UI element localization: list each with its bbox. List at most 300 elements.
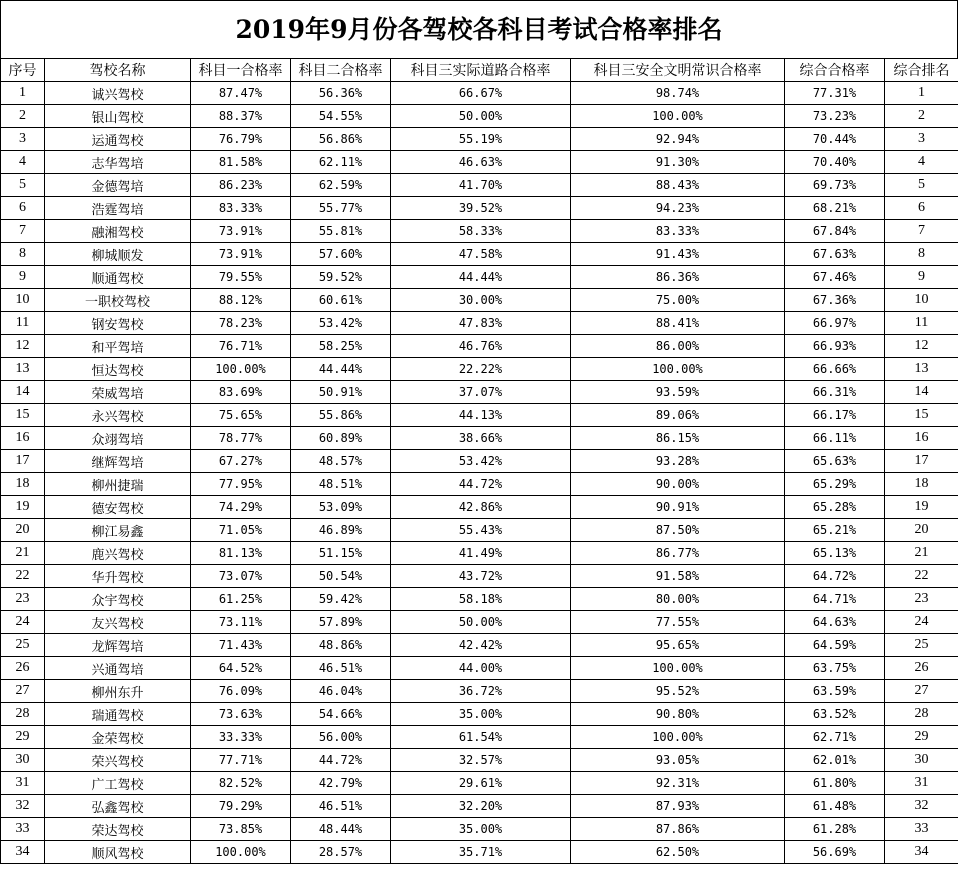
table-row [1, 542, 958, 565]
cell-school-name[interactable]: 钢安驾校 [45, 312, 191, 335]
cell-subject1-rate[interactable]: 88.37% [191, 105, 291, 128]
cell-subject1-rate[interactable]: 79.55% [191, 266, 291, 289]
cell-subject3-road-rate[interactable]: 46.76% [391, 335, 571, 358]
cell-subject3-safety-rate[interactable]: 95.65% [571, 634, 785, 657]
cell-index[interactable]: 3 [1, 128, 45, 151]
cell-index[interactable]: 28 [1, 703, 45, 726]
cell-subject2-rate[interactable]: 60.61% [291, 289, 391, 312]
cell-index[interactable]: 10 [1, 289, 45, 312]
cell-overall-rank[interactable]: 27 [885, 680, 958, 703]
cell-subject3-road-rate[interactable]: 50.00% [391, 611, 571, 634]
cell-index[interactable]: 9 [1, 266, 45, 289]
cell-index[interactable]: 11 [1, 312, 45, 335]
cell-index[interactable]: 22 [1, 565, 45, 588]
cell-overall-rate[interactable]: 66.66% [785, 358, 885, 381]
cell-school-name[interactable]: 志华驾培 [45, 151, 191, 174]
cell-index[interactable]: 18 [1, 473, 45, 496]
cell-subject2-rate[interactable]: 48.51% [291, 473, 391, 496]
cell-subject3-road-rate[interactable]: 41.70% [391, 174, 571, 197]
cell-subject2-rate[interactable]: 58.25% [291, 335, 391, 358]
cell-subject3-road-rate[interactable]: 22.22% [391, 358, 571, 381]
cell-school-name[interactable]: 融湘驾校 [45, 220, 191, 243]
cell-subject3-safety-rate[interactable]: 93.59% [571, 381, 785, 404]
cell-subject1-rate[interactable]: 76.09% [191, 680, 291, 703]
cell-subject3-safety-rate[interactable]: 90.80% [571, 703, 785, 726]
cell-overall-rank[interactable]: 32 [885, 795, 958, 818]
cell-index[interactable]: 16 [1, 427, 45, 450]
table-row [1, 358, 958, 381]
table-row [1, 266, 958, 289]
cell-subject3-safety-rate[interactable]: 75.00% [571, 289, 785, 312]
cell-subject2-rate[interactable]: 48.86% [291, 634, 391, 657]
cell-subject2-rate[interactable]: 51.15% [291, 542, 391, 565]
cell-index[interactable]: 4 [1, 151, 45, 174]
cell-index[interactable]: 8 [1, 243, 45, 266]
cell-school-name[interactable]: 柳城顺发 [45, 243, 191, 266]
cell-subject3-road-rate[interactable]: 38.66% [391, 427, 571, 450]
cell-index[interactable]: 19 [1, 496, 45, 519]
cell-overall-rate[interactable]: 63.75% [785, 657, 885, 680]
cell-subject2-rate[interactable]: 46.04% [291, 680, 391, 703]
cell-subject2-rate[interactable]: 48.57% [291, 450, 391, 473]
cell-subject1-rate[interactable]: 79.29% [191, 795, 291, 818]
cell-overall-rate[interactable]: 66.97% [785, 312, 885, 335]
cell-overall-rate[interactable]: 67.84% [785, 220, 885, 243]
cell-index[interactable]: 20 [1, 519, 45, 542]
header-cell-subject2-rate[interactable]: 科目二合格率 [291, 59, 391, 82]
cell-overall-rate[interactable]: 64.71% [785, 588, 885, 611]
cell-subject3-safety-rate[interactable]: 89.06% [571, 404, 785, 427]
cell-subject3-road-rate[interactable]: 44.00% [391, 657, 571, 680]
cell-subject1-rate[interactable]: 73.91% [191, 220, 291, 243]
cell-overall-rate[interactable]: 61.28% [785, 818, 885, 841]
cell-subject2-rate[interactable]: 53.09% [291, 496, 391, 519]
cell-subject3-safety-rate[interactable]: 86.36% [571, 266, 785, 289]
cell-school-name[interactable]: 龙辉驾培 [45, 634, 191, 657]
cell-overall-rank[interactable]: 21 [885, 542, 958, 565]
header-cell-index[interactable]: 序号 [1, 59, 45, 82]
cell-subject2-rate[interactable]: 53.42% [291, 312, 391, 335]
cell-subject3-road-rate[interactable]: 41.49% [391, 542, 571, 565]
cell-subject2-rate[interactable]: 42.79% [291, 772, 391, 795]
cell-subject1-rate[interactable]: 86.23% [191, 174, 291, 197]
cell-subject3-safety-rate[interactable]: 88.43% [571, 174, 785, 197]
table-row [1, 105, 958, 128]
cell-subject1-rate[interactable]: 73.91% [191, 243, 291, 266]
cell-overall-rate[interactable]: 64.72% [785, 565, 885, 588]
cell-subject2-rate[interactable]: 62.11% [291, 151, 391, 174]
cell-overall-rank[interactable]: 15 [885, 404, 958, 427]
cell-overall-rank[interactable]: 22 [885, 565, 958, 588]
table-row [1, 197, 958, 220]
cell-subject3-road-rate[interactable]: 55.19% [391, 128, 571, 151]
cell-subject2-rate[interactable]: 46.51% [291, 795, 391, 818]
cell-overall-rank[interactable]: 23 [885, 588, 958, 611]
header-cell-overall-rank[interactable]: 综合排名 [885, 59, 958, 82]
table-row [1, 243, 958, 266]
cell-school-name[interactable]: 金德驾培 [45, 174, 191, 197]
cell-overall-rank[interactable]: 33 [885, 818, 958, 841]
cell-school-name[interactable]: 荣威驾培 [45, 381, 191, 404]
table-row [1, 82, 958, 105]
cell-overall-rate[interactable]: 77.31% [785, 82, 885, 105]
cell-subject1-rate[interactable]: 33.33% [191, 726, 291, 749]
cell-overall-rate[interactable]: 64.63% [785, 611, 885, 634]
table-row [1, 174, 958, 197]
cell-subject3-road-rate[interactable]: 61.54% [391, 726, 571, 749]
cell-subject2-rate[interactable]: 54.55% [291, 105, 391, 128]
cell-overall-rank[interactable]: 9 [885, 266, 958, 289]
cell-subject2-rate[interactable]: 55.77% [291, 197, 391, 220]
cell-overall-rate[interactable]: 65.13% [785, 542, 885, 565]
cell-subject3-safety-rate[interactable]: 91.30% [571, 151, 785, 174]
table-row [1, 611, 958, 634]
cell-subject3-road-rate[interactable]: 30.00% [391, 289, 571, 312]
cell-index[interactable]: 34 [1, 841, 45, 864]
cell-school-name[interactable]: 顺通驾校 [45, 266, 191, 289]
cell-subject2-rate[interactable]: 44.72% [291, 749, 391, 772]
cell-overall-rank[interactable]: 16 [885, 427, 958, 450]
header-cell-school-name[interactable]: 驾校名称 [45, 59, 191, 82]
cell-subject3-road-rate[interactable]: 47.58% [391, 243, 571, 266]
cell-subject1-rate[interactable]: 77.95% [191, 473, 291, 496]
cell-overall-rank[interactable]: 26 [885, 657, 958, 680]
cell-school-name[interactable]: 华升驾校 [45, 565, 191, 588]
cell-overall-rank[interactable]: 20 [885, 519, 958, 542]
cell-subject3-safety-rate[interactable]: 94.23% [571, 197, 785, 220]
cell-subject3-safety-rate[interactable]: 88.41% [571, 312, 785, 335]
cell-overall-rate[interactable]: 67.63% [785, 243, 885, 266]
cell-overall-rate[interactable]: 66.17% [785, 404, 885, 427]
cell-subject2-rate[interactable]: 60.89% [291, 427, 391, 450]
header-cell-overall-rate[interactable]: 综合合格率 [785, 59, 885, 82]
cell-school-name[interactable]: 荣达驾校 [45, 818, 191, 841]
cell-school-name[interactable]: 恒达驾校 [45, 358, 191, 381]
cell-subject1-rate[interactable]: 74.29% [191, 496, 291, 519]
cell-subject1-rate[interactable]: 71.05% [191, 519, 291, 542]
cell-index[interactable]: 17 [1, 450, 45, 473]
cell-subject3-safety-rate[interactable]: 86.77% [571, 542, 785, 565]
cell-overall-rate[interactable]: 70.40% [785, 151, 885, 174]
table-row [1, 151, 958, 174]
cell-overall-rank[interactable]: 7 [885, 220, 958, 243]
cell-subject3-safety-rate[interactable]: 87.50% [571, 519, 785, 542]
cell-subject1-rate[interactable]: 78.23% [191, 312, 291, 335]
cell-index[interactable]: 1 [1, 82, 45, 105]
cell-school-name[interactable]: 众宇驾校 [45, 588, 191, 611]
cell-subject3-road-rate[interactable]: 58.18% [391, 588, 571, 611]
cell-subject3-road-rate[interactable]: 58.33% [391, 220, 571, 243]
cell-overall-rank[interactable]: 6 [885, 197, 958, 220]
cell-subject2-rate[interactable]: 57.89% [291, 611, 391, 634]
cell-index[interactable]: 32 [1, 795, 45, 818]
cell-overall-rank[interactable]: 8 [885, 243, 958, 266]
cell-overall-rate[interactable]: 65.28% [785, 496, 885, 519]
cell-subject3-safety-rate[interactable]: 92.94% [571, 128, 785, 151]
cell-overall-rank[interactable]: 25 [885, 634, 958, 657]
cell-overall-rank[interactable]: 2 [885, 105, 958, 128]
cell-subject2-rate[interactable]: 62.59% [291, 174, 391, 197]
cell-overall-rank[interactable]: 34 [885, 841, 958, 864]
cell-subject3-safety-rate[interactable]: 90.91% [571, 496, 785, 519]
cell-index[interactable]: 12 [1, 335, 45, 358]
cell-subject2-rate[interactable]: 44.44% [291, 358, 391, 381]
cell-subject1-rate[interactable]: 61.25% [191, 588, 291, 611]
cell-overall-rate[interactable]: 61.80% [785, 772, 885, 795]
cell-subject3-road-rate[interactable]: 35.00% [391, 703, 571, 726]
cell-overall-rate[interactable]: 73.23% [785, 105, 885, 128]
cell-subject3-safety-rate[interactable]: 93.28% [571, 450, 785, 473]
cell-subject3-safety-rate[interactable]: 87.93% [571, 795, 785, 818]
cell-subject3-road-rate[interactable]: 35.00% [391, 818, 571, 841]
cell-subject3-road-rate[interactable]: 32.20% [391, 795, 571, 818]
cell-overall-rank[interactable]: 3 [885, 128, 958, 151]
cell-subject1-rate[interactable]: 81.13% [191, 542, 291, 565]
cell-overall-rate[interactable]: 68.21% [785, 197, 885, 220]
cell-subject1-rate[interactable]: 64.52% [191, 657, 291, 680]
cell-subject2-rate[interactable]: 55.81% [291, 220, 391, 243]
cell-subject1-rate[interactable]: 77.71% [191, 749, 291, 772]
cell-subject3-safety-rate[interactable]: 87.86% [571, 818, 785, 841]
cell-subject3-road-rate[interactable]: 53.42% [391, 450, 571, 473]
header-cell-subject1-rate[interactable]: 科目一合格率 [191, 59, 291, 82]
cell-overall-rank[interactable]: 4 [885, 151, 958, 174]
cell-index[interactable]: 29 [1, 726, 45, 749]
cell-overall-rank[interactable]: 24 [885, 611, 958, 634]
cell-index[interactable]: 27 [1, 680, 45, 703]
cell-subject1-rate[interactable]: 78.77% [191, 427, 291, 450]
header-cell-subject3-road-rate[interactable]: 科目三实际道路合格率 [391, 59, 571, 82]
cell-subject3-safety-rate[interactable]: 98.74% [571, 82, 785, 105]
cell-overall-rank[interactable]: 30 [885, 749, 958, 772]
table-row [1, 795, 958, 818]
cell-overall-rank[interactable]: 14 [885, 381, 958, 404]
cell-school-name[interactable]: 荣兴驾校 [45, 749, 191, 772]
cell-overall-rate[interactable]: 62.71% [785, 726, 885, 749]
cell-index[interactable]: 13 [1, 358, 45, 381]
cell-subject3-safety-rate[interactable]: 91.58% [571, 565, 785, 588]
cell-subject2-rate[interactable]: 55.86% [291, 404, 391, 427]
table-row [1, 473, 958, 496]
cell-school-name[interactable]: 友兴驾校 [45, 611, 191, 634]
cell-overall-rate[interactable]: 61.48% [785, 795, 885, 818]
cell-subject1-rate[interactable]: 100.00% [191, 841, 291, 864]
cell-subject1-rate[interactable]: 76.79% [191, 128, 291, 151]
cell-subject2-rate[interactable]: 56.86% [291, 128, 391, 151]
header-cell-subject3-safety-rate[interactable]: 科目三安全文明常识合格率 [571, 59, 785, 82]
sheet-title: 2019年9月份各驾校各科目考试合格率排名 [0, 0, 958, 58]
cell-overall-rate[interactable]: 65.29% [785, 473, 885, 496]
cell-index[interactable]: 5 [1, 174, 45, 197]
cell-index[interactable]: 2 [1, 105, 45, 128]
cell-index[interactable]: 7 [1, 220, 45, 243]
cell-subject1-rate[interactable]: 87.47% [191, 82, 291, 105]
cell-subject1-rate[interactable]: 71.43% [191, 634, 291, 657]
table-row [1, 749, 958, 772]
cell-index[interactable]: 25 [1, 634, 45, 657]
cell-subject3-safety-rate[interactable]: 95.52% [571, 680, 785, 703]
cell-subject3-road-rate[interactable]: 32.57% [391, 749, 571, 772]
ranking-table [0, 58, 958, 864]
cell-subject3-safety-rate[interactable]: 100.00% [571, 105, 785, 128]
cell-subject1-rate[interactable]: 81.58% [191, 151, 291, 174]
cell-subject1-rate[interactable]: 73.11% [191, 611, 291, 634]
cell-subject2-rate[interactable]: 28.57% [291, 841, 391, 864]
cell-subject3-road-rate[interactable]: 35.71% [391, 841, 571, 864]
cell-overall-rate[interactable]: 63.52% [785, 703, 885, 726]
cell-subject3-safety-rate[interactable]: 93.05% [571, 749, 785, 772]
cell-subject3-safety-rate[interactable]: 90.00% [571, 473, 785, 496]
cell-subject3-safety-rate[interactable]: 100.00% [571, 358, 785, 381]
cell-subject1-rate[interactable]: 75.65% [191, 404, 291, 427]
header-row [1, 59, 958, 82]
cell-school-name[interactable]: 运通驾校 [45, 128, 191, 151]
cell-subject1-rate[interactable]: 73.85% [191, 818, 291, 841]
cell-index[interactable]: 31 [1, 772, 45, 795]
cell-subject3-road-rate[interactable]: 44.72% [391, 473, 571, 496]
cell-overall-rate[interactable]: 64.59% [785, 634, 885, 657]
table-row [1, 496, 958, 519]
cell-subject3-safety-rate[interactable]: 92.31% [571, 772, 785, 795]
cell-overall-rate[interactable]: 65.21% [785, 519, 885, 542]
cell-subject2-rate[interactable]: 57.60% [291, 243, 391, 266]
cell-subject1-rate[interactable]: 83.33% [191, 197, 291, 220]
cell-school-name[interactable]: 兴通驾培 [45, 657, 191, 680]
cell-overall-rate[interactable]: 67.36% [785, 289, 885, 312]
cell-school-name[interactable]: 永兴驾校 [45, 404, 191, 427]
cell-subject3-safety-rate[interactable]: 100.00% [571, 657, 785, 680]
cell-school-name[interactable]: 银山驾校 [45, 105, 191, 128]
cell-subject3-safety-rate[interactable]: 83.33% [571, 220, 785, 243]
cell-subject3-road-rate[interactable]: 43.72% [391, 565, 571, 588]
cell-subject1-rate[interactable]: 100.00% [191, 358, 291, 381]
cell-overall-rate[interactable]: 63.59% [785, 680, 885, 703]
cell-school-name[interactable]: 广工驾校 [45, 772, 191, 795]
cell-overall-rank[interactable]: 5 [885, 174, 958, 197]
cell-subject3-road-rate[interactable]: 42.42% [391, 634, 571, 657]
cell-subject1-rate[interactable]: 76.71% [191, 335, 291, 358]
cell-school-name[interactable]: 金荣驾校 [45, 726, 191, 749]
cell-index[interactable]: 24 [1, 611, 45, 634]
cell-school-name[interactable]: 鹿兴驾校 [45, 542, 191, 565]
cell-subject3-road-rate[interactable]: 46.63% [391, 151, 571, 174]
table-row [1, 128, 958, 151]
cell-overall-rank[interactable]: 18 [885, 473, 958, 496]
cell-subject1-rate[interactable]: 83.69% [191, 381, 291, 404]
cell-subject3-road-rate[interactable]: 39.52% [391, 197, 571, 220]
cell-subject3-road-rate[interactable]: 42.86% [391, 496, 571, 519]
cell-overall-rate[interactable]: 66.31% [785, 381, 885, 404]
cell-subject1-rate[interactable]: 82.52% [191, 772, 291, 795]
cell-subject3-safety-rate[interactable]: 86.00% [571, 335, 785, 358]
cell-subject2-rate[interactable]: 50.54% [291, 565, 391, 588]
cell-subject3-safety-rate[interactable]: 100.00% [571, 726, 785, 749]
cell-overall-rate[interactable]: 65.63% [785, 450, 885, 473]
cell-overall-rank[interactable]: 28 [885, 703, 958, 726]
cell-index[interactable]: 21 [1, 542, 45, 565]
cell-school-name[interactable]: 和平驾培 [45, 335, 191, 358]
cell-overall-rate[interactable]: 62.01% [785, 749, 885, 772]
cell-subject2-rate[interactable]: 59.52% [291, 266, 391, 289]
cell-overall-rate[interactable]: 69.73% [785, 174, 885, 197]
cell-overall-rank[interactable]: 29 [885, 726, 958, 749]
cell-subject2-rate[interactable]: 50.91% [291, 381, 391, 404]
cell-index[interactable]: 30 [1, 749, 45, 772]
cell-overall-rank[interactable]: 1 [885, 82, 958, 105]
cell-school-name[interactable]: 瑞通驾校 [45, 703, 191, 726]
table-row [1, 220, 958, 243]
cell-school-name[interactable]: 顺风驾校 [45, 841, 191, 864]
cell-subject1-rate[interactable]: 73.07% [191, 565, 291, 588]
cell-school-name[interactable]: 弘鑫驾校 [45, 795, 191, 818]
cell-index[interactable]: 26 [1, 657, 45, 680]
cell-subject1-rate[interactable]: 73.63% [191, 703, 291, 726]
cell-subject1-rate[interactable]: 67.27% [191, 450, 291, 473]
table-row [1, 657, 958, 680]
cell-subject3-road-rate[interactable]: 47.83% [391, 312, 571, 335]
cell-school-name[interactable]: 柳江易鑫 [45, 519, 191, 542]
cell-subject3-safety-rate[interactable]: 91.43% [571, 243, 785, 266]
cell-school-name[interactable]: 众翊驾培 [45, 427, 191, 450]
cell-subject3-road-rate[interactable]: 36.72% [391, 680, 571, 703]
cell-school-name[interactable]: 诚兴驾校 [45, 82, 191, 105]
cell-overall-rate[interactable]: 56.69% [785, 841, 885, 864]
cell-subject3-road-rate[interactable]: 29.61% [391, 772, 571, 795]
cell-subject2-rate[interactable]: 54.66% [291, 703, 391, 726]
cell-school-name[interactable]: 浩霆驾培 [45, 197, 191, 220]
cell-school-name[interactable]: 一职校驾校 [45, 289, 191, 312]
cell-school-name[interactable]: 德安驾校 [45, 496, 191, 519]
cell-overall-rank[interactable]: 11 [885, 312, 958, 335]
cell-subject3-safety-rate[interactable]: 62.50% [571, 841, 785, 864]
cell-index[interactable]: 33 [1, 818, 45, 841]
cell-school-name[interactable]: 继辉驾培 [45, 450, 191, 473]
cell-overall-rank[interactable]: 12 [885, 335, 958, 358]
cell-subject3-road-rate[interactable]: 50.00% [391, 105, 571, 128]
cell-overall-rank[interactable]: 17 [885, 450, 958, 473]
cell-subject3-road-rate[interactable]: 66.67% [391, 82, 571, 105]
cell-subject3-safety-rate[interactable]: 86.15% [571, 427, 785, 450]
cell-subject2-rate[interactable]: 59.42% [291, 588, 391, 611]
cell-subject1-rate[interactable]: 88.12% [191, 289, 291, 312]
cell-subject3-safety-rate[interactable]: 80.00% [571, 588, 785, 611]
cell-index[interactable]: 14 [1, 381, 45, 404]
cell-subject3-road-rate[interactable]: 44.13% [391, 404, 571, 427]
cell-subject3-safety-rate[interactable]: 77.55% [571, 611, 785, 634]
cell-school-name[interactable]: 柳州捷瑞 [45, 473, 191, 496]
cell-overall-rank[interactable]: 19 [885, 496, 958, 519]
cell-subject2-rate[interactable]: 46.51% [291, 657, 391, 680]
cell-subject2-rate[interactable]: 56.36% [291, 82, 391, 105]
cell-overall-rate[interactable]: 67.46% [785, 266, 885, 289]
cell-subject2-rate[interactable]: 56.00% [291, 726, 391, 749]
cell-subject3-road-rate[interactable]: 44.44% [391, 266, 571, 289]
cell-overall-rate[interactable]: 66.93% [785, 335, 885, 358]
cell-overall-rate[interactable]: 66.11% [785, 427, 885, 450]
cell-overall-rank[interactable]: 13 [885, 358, 958, 381]
cell-overall-rank[interactable]: 31 [885, 772, 958, 795]
cell-subject3-road-rate[interactable]: 55.43% [391, 519, 571, 542]
cell-index[interactable]: 15 [1, 404, 45, 427]
cell-index[interactable]: 6 [1, 197, 45, 220]
cell-overall-rank[interactable]: 10 [885, 289, 958, 312]
cell-index[interactable]: 23 [1, 588, 45, 611]
cell-subject2-rate[interactable]: 48.44% [291, 818, 391, 841]
cell-subject2-rate[interactable]: 46.89% [291, 519, 391, 542]
cell-overall-rate[interactable]: 70.44% [785, 128, 885, 151]
cell-subject3-road-rate[interactable]: 37.07% [391, 381, 571, 404]
cell-school-name[interactable]: 柳州东升 [45, 680, 191, 703]
